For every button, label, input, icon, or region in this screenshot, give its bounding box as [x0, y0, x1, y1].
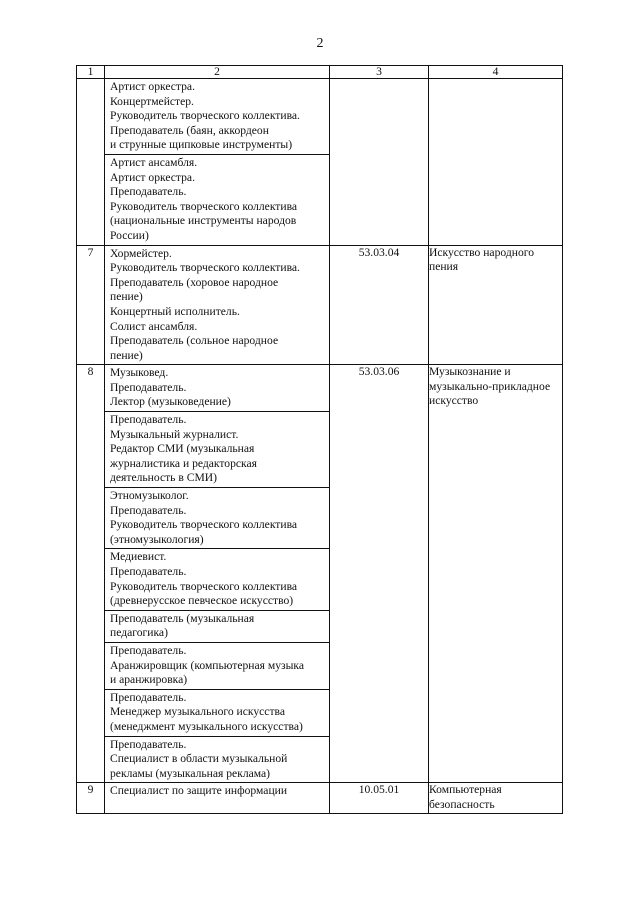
qualification-line: (национальные инструменты народов	[110, 214, 297, 228]
qualification-group	[105, 548, 329, 609]
qualification-line: педагогика)	[110, 626, 168, 640]
qualification-line: Преподаватель (баян, аккордеон	[110, 123, 269, 137]
qualification-group	[105, 610, 329, 642]
specialty-code-cell: 53.03.06	[330, 365, 429, 783]
header-cell-3: 3	[330, 66, 429, 79]
qualification-line: Концертмейстер.	[110, 94, 194, 108]
qualification-group	[105, 487, 329, 548]
qualification-line: Преподаватель.	[110, 737, 187, 751]
table-row	[77, 79, 563, 246]
specialty-name-cell: Музыкознание и музыкально-прикладное искусство	[429, 365, 563, 783]
qualification-line: Медиевист.	[110, 550, 167, 564]
qualification-line: Преподаватель (музыкальная	[110, 611, 255, 625]
qualification-line: Специалист в области музыкальной	[110, 752, 288, 766]
qualification-line: журналистика и редакторская	[110, 456, 257, 470]
qualification-line: пение)	[110, 290, 143, 304]
qualification-line: Хормейстер.	[110, 246, 172, 260]
qualifications-table	[76, 65, 563, 814]
qualifications-cell	[105, 783, 330, 813]
qualification-line: Артист оркестра.	[110, 80, 195, 93]
qualification-line: Преподаватель.	[110, 565, 187, 578]
qualification-line: Преподаватель.	[110, 413, 187, 427]
qualification-line: Преподаватель.	[110, 185, 187, 199]
qualification-line: Преподаватель.	[110, 690, 187, 704]
row-number-cell: 9	[77, 783, 105, 813]
qualification-group	[105, 154, 329, 245]
qualification-line: (этномузыкология)	[110, 532, 204, 546]
qualification-line: Преподаватель.	[110, 643, 187, 657]
table-row	[77, 245, 563, 365]
qualification-line: Руководитель творческого коллектива.	[110, 261, 300, 275]
specialty-code-cell: 10.05.01	[330, 783, 429, 813]
header-cell-4: 4	[429, 66, 563, 79]
qualification-line: Концертный исполнитель.	[110, 304, 240, 318]
table-row	[77, 783, 563, 813]
specialty-code-cell: 53.03.04	[330, 245, 429, 365]
specialty-name-cell	[429, 79, 563, 246]
qualification-group	[105, 411, 329, 487]
qualification-line: деятельность в СМИ)	[110, 471, 217, 485]
qualification-line: Преподаватель.	[110, 380, 187, 394]
header-cell-1: 1	[77, 66, 105, 79]
qualifications-cell	[105, 245, 330, 365]
qualification-line: Артист ансамбля.	[110, 155, 198, 169]
specialty-name-cell: Искусство народного пения	[429, 245, 563, 365]
qualification-line: (древнерусское певческое искусство)	[110, 594, 294, 608]
specialty-code-cell	[330, 79, 429, 246]
qualification-group	[105, 79, 329, 154]
qualification-line: Музыковед.	[110, 366, 169, 380]
qualification-line: Артист оркестра.	[110, 170, 195, 184]
page-number: 2	[316, 36, 324, 51]
qualification-line: России)	[110, 228, 149, 242]
qualification-line: Музыкальный журналист.	[110, 427, 239, 441]
qualification-line: Солист ансамбля.	[110, 319, 198, 333]
qualifications-cell	[105, 79, 330, 246]
qualification-group	[105, 642, 329, 689]
qualification-line: Редактор СМИ (музыкальная	[110, 442, 255, 456]
table-row	[77, 365, 563, 783]
header-cell-2: 2	[105, 66, 330, 79]
qualification-line: и аранжировка)	[110, 673, 188, 687]
qualification-group	[105, 736, 329, 783]
qualification-line: Лектор (музыковедение)	[110, 395, 231, 409]
row-number-cell: 8	[77, 365, 105, 783]
qualification-line: Руководитель творческого коллектива	[110, 579, 298, 593]
qualification-line: Аранжировщик (компьютерная музыка	[110, 658, 304, 672]
row-number-cell	[77, 79, 105, 246]
qualification-group	[105, 783, 329, 800]
qualification-line: Преподаватель (сольное народное	[110, 334, 279, 348]
qualification-group	[105, 689, 329, 736]
qualification-line: Руководитель творческого коллектива	[110, 518, 298, 532]
qualification-line: рекламы (музыкальная реклама)	[110, 766, 271, 780]
qualification-line: Руководитель творческого коллектива.	[110, 109, 300, 123]
qualification-line: Менеджер музыкального искусства	[110, 705, 285, 719]
qualifications-cell	[105, 365, 330, 783]
specialty-name-cell: Компьютерная безопасность	[429, 783, 563, 813]
qualification-line: Этномузыколог.	[110, 489, 189, 503]
qualification-line: (менеджмент музыкального искусства)	[110, 719, 303, 733]
qualification-line: Специалист по защите информации	[110, 784, 288, 798]
qualification-group	[105, 246, 329, 365]
qualification-line: Преподаватель.	[110, 503, 187, 517]
table-header-row	[77, 66, 563, 79]
qualification-line: и струнные щипковые инструменты)	[110, 138, 293, 152]
row-number-cell: 7	[77, 245, 105, 365]
qualification-line: пение)	[110, 348, 143, 362]
qualification-line: Руководитель творческого коллектива	[110, 199, 298, 213]
qualification-group	[105, 365, 329, 411]
qualification-line: Преподаватель (хоровое народное	[110, 275, 279, 289]
